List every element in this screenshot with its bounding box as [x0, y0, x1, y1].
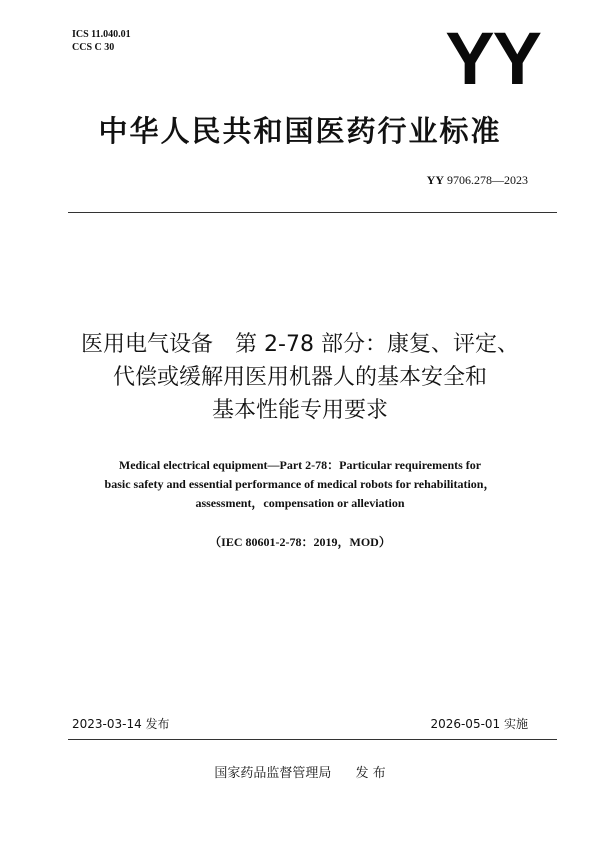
chinese-title-line-2: 代偿或缓解用医用机器人的基本安全和 — [112, 365, 487, 390]
chinese-title-line-1: 医用电气设备 第 2-78 部分：康复、评定、 — [81, 332, 519, 357]
english-title — [40, 456, 560, 513]
standard-category-title: 中华人民共和国医药行业标准 — [98, 114, 502, 148]
issue-date: 2023-03-14 发布 — [72, 717, 170, 731]
top-divider — [68, 212, 557, 213]
english-title-line-2: basic safety and essential performance of medical robots for rehabilitation， — [104, 477, 496, 491]
ccs-code: CCS C 30 — [72, 42, 115, 53]
standard-number-prefix: YY — [426, 173, 444, 187]
ics-code: ICS 11.040.01 — [72, 29, 131, 40]
bottom-divider — [68, 739, 557, 740]
standard-number-value: 9706.278—2023 — [447, 173, 528, 187]
chinese-title — [40, 328, 560, 427]
english-title-line-1: Medical electrical equipment—Part 2-78：Particular requirements for — [118, 458, 482, 472]
publisher-action: 发 布 — [355, 766, 386, 781]
english-title-line-3: assessment，compensation or alleviation — [195, 496, 405, 510]
standard-number — [427, 173, 528, 187]
yy-logo: YY — [445, 17, 540, 100]
chinese-title-line-3: 基本性能专用要求 — [211, 398, 388, 423]
publisher-name: 国家药品监督管理局 — [214, 766, 332, 781]
implementation-date: 2026-05-01 实施 — [430, 717, 528, 731]
equivalence-statement: （IEC 80601-2-78：2019，MOD） — [209, 535, 391, 549]
publisher — [0, 766, 600, 782]
